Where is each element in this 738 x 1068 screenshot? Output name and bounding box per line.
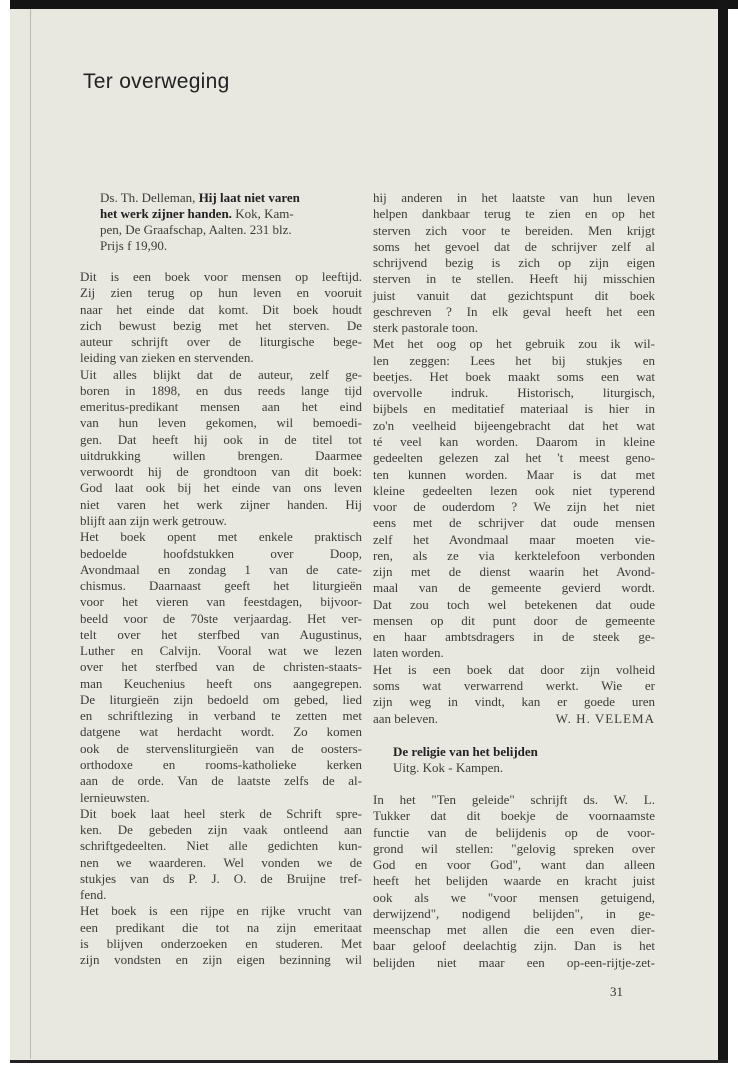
text-line: ren, als ze via kerktelefoon verbonden [373,547,655,563]
text-line: baar geloof deelachtig zijn. Dan is het [373,938,655,954]
reviewer-signature: W. H. VELEMA [555,710,655,726]
citation-line [100,206,362,222]
text-line: zelf het Avondmaal maar moeten vie- [373,531,655,547]
text-line: sterven zich voor te bereiden. Men krijgt [373,222,655,238]
text-line: fend. [80,887,107,903]
text-line: derwijzend", nodigend belijden", in ge- [373,905,655,921]
text-line: overvolle indruk. Historisch, liturgisch, [373,385,655,401]
text-line: stukjes van ds P. J. O. de Bruijne tref- [80,870,362,886]
text-line: heeft het belijden waarde en kracht juist [373,873,655,889]
text-line: over het sterfbed van de christen-staats- [80,659,362,675]
citation-line [100,190,362,206]
text-line: Het boek is een rijpe en rijke vrucht van [80,903,362,919]
text-line: zijn weg in vindt, kan er goede uren [373,694,655,710]
text-line: Het boek opent met enkele praktisch [80,529,362,545]
citation-line [393,760,655,776]
text-line: helpen dankbaar terug te zien en op het [373,206,655,222]
scan-border-right [718,0,728,1062]
citation-line [100,222,362,238]
text-line: zijn met de dienst waarin het Avond- [373,564,655,580]
page-edge-line [30,9,31,1059]
text-line: emeritus-predikant mensen aan het eind [80,399,362,415]
text-line: een predikant die tot na zijn emeritaat [80,919,362,935]
section-title: Ter overweging [83,70,230,93]
book-title: De religie van het belijden [393,744,538,759]
text-line: meenschap met allen die een even dier- [373,922,655,938]
text-line: sterk pastorale toon. [373,320,479,336]
citation-line [393,744,655,760]
text-line: beetjes. Het boek maakt soms een wat [373,368,655,384]
text-line: gedeelten gelezen zal het 't meest geno- [373,450,655,466]
scan-border-bottom [10,1060,728,1063]
text-line: beeld voor de 70ste verjaardag. Het ver- [80,610,362,626]
text-line: Dit boek laat heel sterk de Schrift spre- [80,805,362,821]
citation-text: Kok, Kam- [231,206,294,221]
text-line: nen we waarderen. Wel vonden we de [80,854,362,870]
citation-text: Ds. Th. Delleman, [100,190,199,205]
text-line: en haar ambtsdragers in de steek ge- [373,629,655,645]
text-line: niet varen het werk zijner handen. Hij [80,496,362,512]
text-line: De liturgieën zijn bedoeld om gebed, lied [80,691,362,707]
text-line: In het "Ten geleide" schrijft ds. W. L. [373,792,655,807]
review1-citation [100,190,362,254]
text-line: hij anderen in het laatste van hun leven [373,190,655,205]
text-line: ook als we "voor mensen getuigend, [373,889,655,905]
text-line: zo'n veelheid bijeengebracht dat het wat [373,417,655,433]
text-line: blijft aan zijn werk getrouw. [80,512,227,528]
text-line: Het is een boek dat door zijn volheid [373,661,655,677]
text-line: mensen op dit punt door de gemeente [373,612,655,628]
citation-line [100,238,362,254]
text-line: len zeggen: Lees het bij stukjes en [373,352,655,368]
text-line: grond wil stellen: "gelovig spreken over [373,840,655,856]
text-line: soms het gevoel dat de schrijver zelf al [373,238,655,254]
text-line: en schriftlezing in verband te zetten met [80,708,362,724]
text-line: schrijvend bezig is zich op zijn eigen [373,255,655,271]
text-line: geschreven ? In elk geval heeft het een [373,303,655,319]
text-line: boren in 1898, en dus reeds lange tijd [80,382,362,398]
text-line: aan de orde. Van de laatste zelfs de al- [80,773,362,789]
left-column-text [80,269,362,968]
citation-text: pen, De Graafschap, Aalten. 231 blz. [100,222,292,237]
text-line: ten kunnen worden. Maar is dat met [373,466,655,482]
text-line: Uit alles blijkt dat de auteur, zelf ge- [80,366,362,382]
text-line: datgene wat herdacht wordt. Zo komen [80,724,362,740]
text-line: sterven in te stellen. Heeft hij misschien [373,271,655,287]
text-line: zich bewust bezig met het sterven. De [80,317,362,333]
right-column-text [373,190,655,727]
text-line: chismus. Daarnaast geeft het liturgieën [80,578,362,594]
review2-text [373,792,655,971]
text-line: orthodoxe en rooms-katholieke kerken [80,756,362,772]
book-title: het werk zijner handen. [100,206,232,221]
text-line: telt over het sterfbed van Augustinus, [80,626,362,642]
text-line: naar het einde dat komt. Dit boek houdt [80,301,362,317]
text-line: juist vanuit dat gezichtspunt dit boek [373,287,655,303]
page-number: 31 [610,984,623,999]
text-line: laten worden. [373,645,444,661]
text-line: bijbels en meditatief materiaal is hier in [373,401,655,417]
text-line: uitdrukking willen brengen. Daarmee [80,447,362,463]
text-line: kleine gedeelten lezen ook niet typerend [373,482,655,498]
text-line: ken. De gebeden zijn vaak ontleend aan [80,822,362,838]
review2-citation [393,744,655,776]
text-line: is blijven onderzoeken en studeren. Met [80,935,362,951]
text-line: bedoelde hoofdstukken over Doop, [80,545,362,561]
book-title: Hij laat niet varen [198,190,300,205]
text-line: aan beleven. W. H. VELEMA [373,710,655,726]
text-line: Zij zien terug op hun leven en vooruit [80,285,362,301]
text-line: auteur schrijft over de liturgische bege- [80,334,362,350]
text-line: functie van de belijdenis op de voor- [373,824,655,840]
text-line: Dit is een boek voor mensen op leeftijd. [80,269,362,284]
text-line: zijn vondsten en zijn eigen bezinning wil [80,952,362,968]
text-line: ook de stervensliturgieën van de oosters- [80,740,362,756]
text-line: Met het oog op het gebruik zou ik wil- [373,336,655,352]
text-line: lernieuwsten. [80,789,150,805]
text-line: voor het vieren van feestdagen, bijvoor- [80,594,362,610]
text-line: voor de ouderdom ? We zijn het niet [373,499,655,515]
text-line: gen. Dat heeft hij ook in de titel tot [80,431,362,447]
scan-border-top [10,0,738,9]
text-line: Tukker dat dit boekje de voornaamste [373,808,655,824]
text-line: maal van de gemeente gevierd wordt. [373,580,655,596]
text-line: belijden niet maar een op-een-rijtje-zet- [373,954,655,970]
text-line: verwoordt hij de grondtoon van dit boek: [80,464,362,480]
text-line: Dat zou toch wel betekenen dat oude [373,596,655,612]
text-line: schriftgedeelten. Niet alle gedichten kun- [80,838,362,854]
citation-text: Uitg. Kok - Kampen. [393,760,504,775]
text-line: soms wat verwarrend werkt. Wie er [373,677,655,693]
text-line: té veel kan worden. Daarom in kleine [373,433,655,449]
text-line: God en voor God", want dan alleen [373,857,655,873]
text-line: leiding van zieken en stervenden. [80,350,254,366]
text-line: van hun leven gekomen, wil bemoedi- [80,415,362,431]
text-line: eens met de schrijver dat oude mensen [373,515,655,531]
text-line: Avondmaal en zondag 1 van de cate- [80,561,362,577]
text-line: Luther en Calvijn. Vooral wat we lezen [80,643,362,659]
citation-text: Prijs f 19,90. [100,238,168,253]
text-line: God laat ook bij het einde van ons leven [80,480,362,496]
text-line: man Keuchenius heeft ons aangegrepen. [80,675,362,691]
